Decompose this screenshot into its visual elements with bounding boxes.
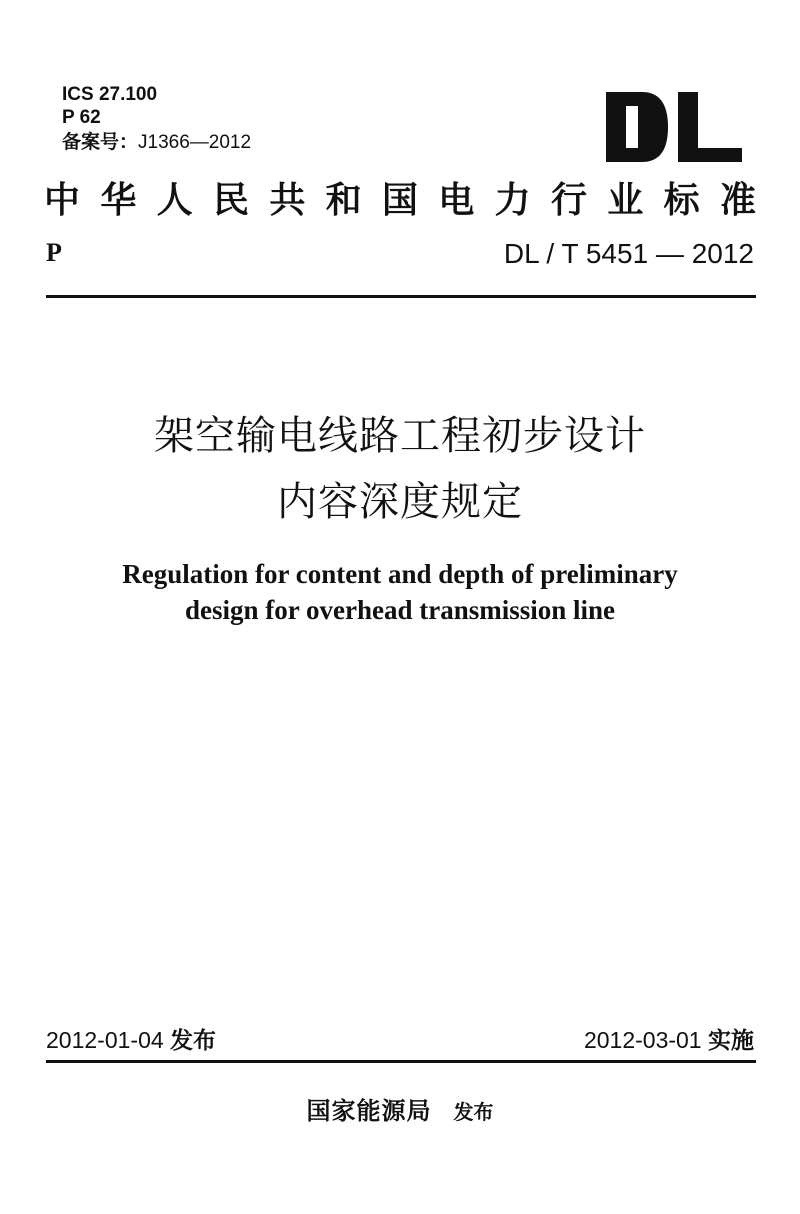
title-char: 和 [325,179,362,221]
implementation-date-label: 实施 [708,1027,754,1053]
issue-date [46,1026,216,1054]
title-char: 人 [156,179,193,221]
title-char: 准 [719,179,756,221]
title-char: 行 [550,179,587,221]
dl-logo [606,92,742,162]
issue-date-value: 2012-01-04 [46,1027,164,1053]
filing-number-line [62,132,251,154]
publisher [0,1097,800,1128]
standard-number: DL / T 5451 — 2012 [503,238,754,269]
english-title-line-1: Regulation for content and depth of preliminary [122,559,678,589]
p-code: P 62 [62,107,101,128]
chinese-title-line-1: 架空输电线路工程初步设计 [154,414,646,458]
ics-code: ICS 27.100 [62,84,158,105]
implementation-date-value: 2012-03-01 [583,1027,702,1053]
title-char: 电 [438,179,475,221]
publisher-label: 发布 [453,1102,494,1124]
chinese-title-line-2: 内容深度规定 [277,480,523,524]
title-char: 华 [100,179,137,221]
title-char: 业 [607,179,644,221]
issue-date-label: 发布 [170,1027,217,1053]
title-char: 民 [212,179,249,221]
classification-letter: P [46,238,62,267]
title-char: 中 [44,179,81,221]
english-title-line-2: design for overhead transmission line [184,595,616,625]
title-char: 共 [269,179,306,221]
publisher-org: 国家能源局 [306,1098,432,1125]
filing-number: J1366—2012 [138,132,252,153]
top-divider [46,295,756,298]
title-char: 国 [381,179,418,221]
implementation-date [584,1026,754,1054]
filing-label: 备案号： [62,132,139,153]
standard-category-title [44,178,756,222]
bottom-divider [46,1060,756,1063]
title-char: 标 [663,179,700,221]
title-char: 力 [494,179,531,221]
